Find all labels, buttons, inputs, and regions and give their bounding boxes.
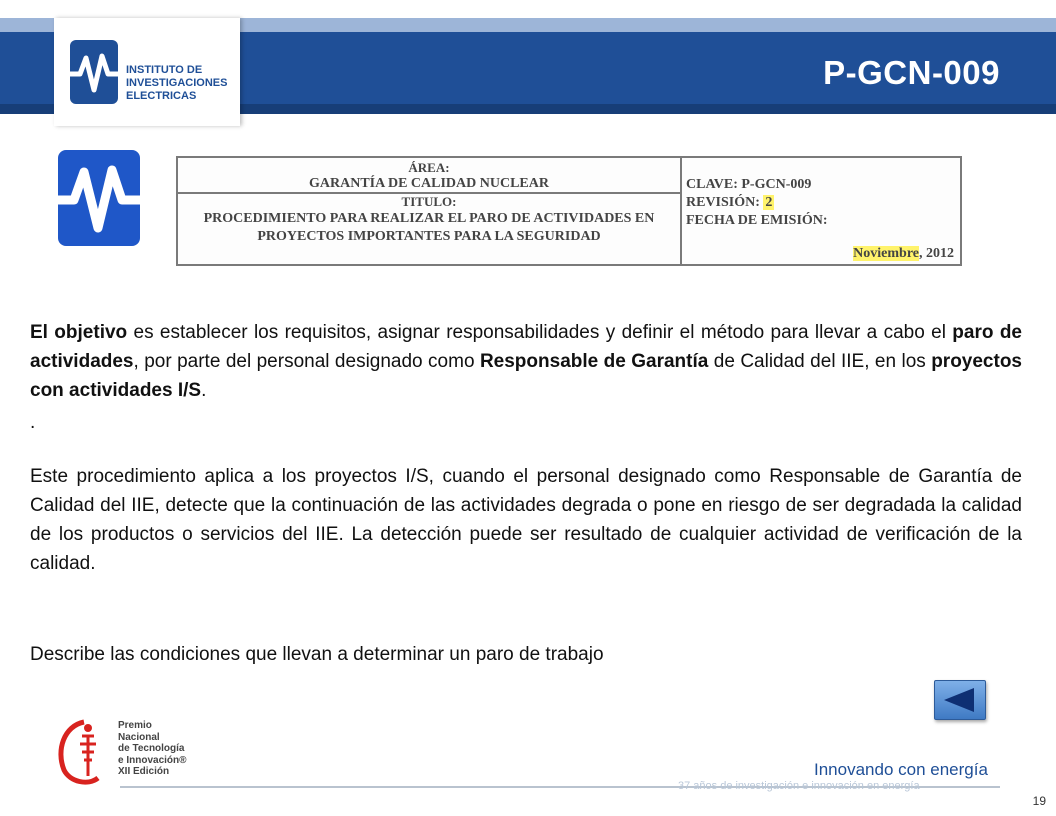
page-number: 19 bbox=[1032, 794, 1046, 808]
area-value: GARANTÍA DE CALIDAD NUCLEAR bbox=[309, 176, 549, 191]
iie-symbol-icon bbox=[56, 148, 142, 248]
area-label: ÁREA: bbox=[408, 160, 450, 175]
description-paragraph: Describe las condiciones que llevan a determinar un paro de trabajo bbox=[30, 644, 604, 665]
tagline: Innovando con energía bbox=[814, 760, 988, 779]
premio-logo bbox=[54, 716, 214, 788]
document-header-table bbox=[176, 156, 962, 266]
revision-value: 2 bbox=[765, 195, 773, 210]
fecha-value: Noviembre, 2012 bbox=[853, 246, 954, 261]
area-cell bbox=[178, 158, 680, 194]
iie-logo-icon bbox=[68, 36, 120, 108]
institute-logo bbox=[54, 18, 240, 126]
table-left-column bbox=[178, 158, 682, 264]
separator-dot: . bbox=[30, 412, 36, 433]
revision-row: REVISIÓN: 2 bbox=[686, 195, 773, 210]
objective-paragraph: El objetivo es establecer los requisitos, asignar responsabilidades y definir el método para llevar a cabo el paro de actividades, por parte del personal designado como Responsable de Garantía de Calidad del IIE, en los proyectos con actividades I/S. bbox=[30, 322, 1022, 401]
footer-subline: 37 años de investigación e innovación en energía bbox=[678, 780, 920, 792]
back-button[interactable] bbox=[934, 680, 986, 720]
clave-row: CLAVE: P-GCN-009 bbox=[686, 177, 812, 192]
premio-text: Premio Nacional de Tecnología e Innovación® XII Edición bbox=[118, 720, 187, 777]
clave-value: P-GCN-009 bbox=[741, 177, 812, 192]
table-right-column bbox=[686, 176, 956, 230]
title-value: PROCEDIMIENTO PARA REALIZAR EL PARO DE ACTIVIDADES EN PROYECTOS IMPORTANTES PARA LA SEGURIDAD bbox=[203, 211, 655, 244]
premio-emblem-icon bbox=[54, 716, 114, 788]
scope-paragraph: Este procedimiento aplica a los proyectos I/S, cuando el personal designado como Responsable de Garantía de Calidad del IIE, detecte que la continuación de las actividades degrada o pone en riesgo de ser degradada la calidad de los productos o servicios del IIE. La detección puede ser resultado de cualquier actividad de verificación de la calidad. bbox=[30, 466, 1022, 574]
document-code: P-GCN-009 bbox=[823, 54, 1000, 91]
title-cell bbox=[178, 194, 680, 246]
back-arrow-icon bbox=[944, 688, 974, 712]
title-label: TITULO: bbox=[401, 194, 457, 209]
fecha-row: FECHA DE EMISIÓN: bbox=[686, 213, 828, 228]
institute-name: INSTITUTO DE INVESTIGACIONES ELECTRICAS bbox=[126, 64, 228, 102]
